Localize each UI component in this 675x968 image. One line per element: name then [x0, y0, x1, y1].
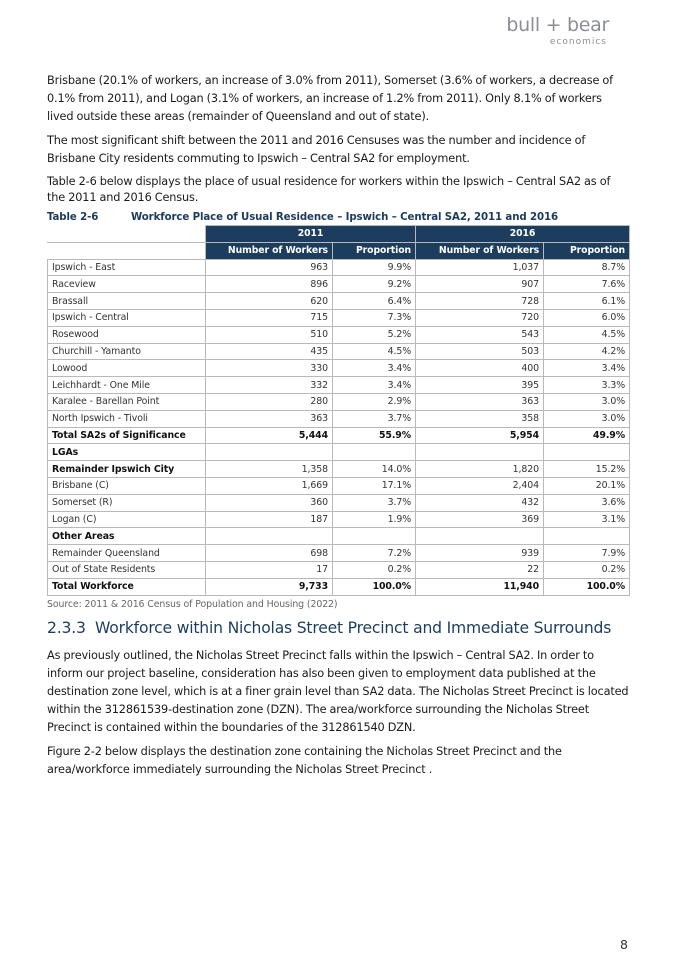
row-value: 363	[206, 410, 333, 427]
section-number: 2.3.3	[47, 618, 86, 637]
row-value: 9.2%	[333, 276, 416, 293]
row-value	[544, 528, 630, 545]
row-label: Total SA2s of Significance	[48, 427, 206, 444]
table-row	[48, 427, 630, 444]
row-label: Ipswich - Central	[48, 309, 206, 326]
row-value: 8.7%	[544, 259, 630, 276]
row-value: 6.1%	[544, 293, 630, 310]
row-value: 3.4%	[333, 377, 416, 394]
table-row	[48, 494, 630, 511]
table-row	[48, 444, 630, 461]
row-value: 11,940	[416, 578, 544, 595]
row-value: 1,669	[206, 477, 333, 494]
row-label: Other Areas	[48, 528, 206, 545]
table-source: Source: 2011 & 2016 Census of Population and Housing (2022)	[47, 598, 338, 610]
row-value: 14.0%	[333, 461, 416, 478]
row-label: Leichhardt - One Mile	[48, 377, 206, 394]
row-value: 100.0%	[333, 578, 416, 595]
row-label: Logan (C)	[48, 511, 206, 528]
table-body	[48, 259, 630, 595]
table-caption-number: Table 2-6	[47, 212, 99, 223]
row-value: 7.3%	[333, 309, 416, 326]
row-value: 9.9%	[333, 259, 416, 276]
row-value: 720	[416, 309, 544, 326]
row-value: 55.9%	[333, 427, 416, 444]
row-value: 7.2%	[333, 545, 416, 562]
table-row	[48, 293, 630, 310]
row-value: 620	[206, 293, 333, 310]
row-value	[416, 528, 544, 545]
table-corner-cell	[48, 226, 206, 243]
table-row	[48, 377, 630, 394]
row-label: Somerset (R)	[48, 494, 206, 511]
row-value: 1,037	[416, 259, 544, 276]
year-header-2016: 2016	[416, 226, 630, 243]
row-value	[544, 444, 630, 461]
row-value: 0.2%	[544, 561, 630, 578]
page-number: 8	[620, 937, 628, 952]
row-value: 20.1%	[544, 477, 630, 494]
row-value: 3.1%	[544, 511, 630, 528]
table-row	[48, 578, 630, 595]
row-value: 3.3%	[544, 377, 630, 394]
row-value: 358	[416, 410, 544, 427]
table-row	[48, 477, 630, 494]
row-value: 7.9%	[544, 545, 630, 562]
row-value: 360	[206, 494, 333, 511]
table-row	[48, 461, 630, 478]
paragraph-1: Brisbane (20.1% of workers, an increase of 3.0% from 2011), Somerset (3.6% of workers, a decrease of 0.1% from 2011), and Logan (3.1% of workers, an increase of 1.2% from 2011). Only 8.1% of workers lived outside these areas (remainder of Queensland and out of state).	[47, 74, 613, 123]
row-value: 3.7%	[333, 410, 416, 427]
row-label: Remainder Ipswich City	[48, 461, 206, 478]
table-row	[48, 326, 630, 343]
row-label: Lowood	[48, 360, 206, 377]
row-label: Ipswich - East	[48, 259, 206, 276]
table-row	[48, 393, 630, 410]
row-value: 432	[416, 494, 544, 511]
row-label: Out of State Residents	[48, 561, 206, 578]
row-value: 728	[416, 293, 544, 310]
row-value: 5.2%	[333, 326, 416, 343]
col-header-workers-2011: Number of Workers	[206, 242, 333, 259]
row-value	[333, 528, 416, 545]
col-header-workers-2016: Number of Workers	[416, 242, 544, 259]
row-value: 1,820	[416, 461, 544, 478]
row-value: 4.5%	[544, 326, 630, 343]
row-value: 17	[206, 561, 333, 578]
row-value: 715	[206, 309, 333, 326]
row-label: Total Workforce	[48, 578, 206, 595]
row-value: 400	[416, 360, 544, 377]
table-row	[48, 309, 630, 326]
table-row	[48, 511, 630, 528]
row-label: Brisbane (C)	[48, 477, 206, 494]
row-value: 3.7%	[333, 494, 416, 511]
row-value	[416, 444, 544, 461]
logo-wordmark: bull + bear	[506, 14, 609, 36]
row-value: 363	[416, 393, 544, 410]
row-value: 2,404	[416, 477, 544, 494]
row-value: 395	[416, 377, 544, 394]
row-value: 6.4%	[333, 293, 416, 310]
row-value: 510	[206, 326, 333, 343]
paragraph-5: Figure 2-2 below displays the destination zone containing the Nicholas Street Precinct and the area/workforce immediately surrounding the Nicholas Street Precinct .	[47, 744, 562, 776]
row-value: 3.0%	[544, 393, 630, 410]
row-value	[206, 444, 333, 461]
year-header-2011: 2011	[206, 226, 416, 243]
row-label: Brassall	[48, 293, 206, 310]
paragraph-3: Table 2-6 below displays the place of usual residence for workers within the Ipswich – Central SA2 as of the 2011 and 2016 Census.	[47, 175, 611, 204]
row-value: 17.1%	[333, 477, 416, 494]
table-row	[48, 561, 630, 578]
row-value	[206, 528, 333, 545]
logo-tagline: economics	[549, 37, 607, 47]
row-value: 9,733	[206, 578, 333, 595]
table-row	[48, 343, 630, 360]
row-value: 907	[416, 276, 544, 293]
row-value: 896	[206, 276, 333, 293]
row-value: 3.4%	[544, 360, 630, 377]
row-value: 369	[416, 511, 544, 528]
col-header-proportion-2011: Proportion	[333, 242, 416, 259]
table-caption-title: Workforce Place of Usual Residence – Ipswich – Central SA2, 2011 and 2016	[131, 212, 558, 223]
paragraph-4: As previously outlined, the Nicholas Street Precinct falls within the Ipswich – Central SA2. In order to inform our project baseline, consideration has also been given to employment data published at the destination zone level, which is at a finer grain level than SA2 data. The Nicholas Street Precinct is located within the 312861539-destination zone (DZN). The area/workforce surrounding the Nicholas Street Precinct is contained within the boundaries of the 312861540 DZN.	[47, 648, 629, 734]
table-subheader-row	[48, 242, 630, 259]
row-value: 435	[206, 343, 333, 360]
row-value: 100.0%	[544, 578, 630, 595]
table-row	[48, 276, 630, 293]
row-value: 332	[206, 377, 333, 394]
table-row	[48, 360, 630, 377]
col-header-proportion-2016: Proportion	[544, 242, 630, 259]
row-value: 4.5%	[333, 343, 416, 360]
row-value: 503	[416, 343, 544, 360]
row-label: Remainder Queensland	[48, 545, 206, 562]
row-value: 3.0%	[544, 410, 630, 427]
row-label: Raceview	[48, 276, 206, 293]
row-label: Karalee - Barellan Point	[48, 393, 206, 410]
row-value: 5,954	[416, 427, 544, 444]
row-value	[333, 444, 416, 461]
row-value: 187	[206, 511, 333, 528]
section-title: Workforce within Nicholas Street Precinct and Immediate Surrounds	[95, 618, 612, 637]
row-value: 6.0%	[544, 309, 630, 326]
table-row	[48, 410, 630, 427]
row-value: 5,444	[206, 427, 333, 444]
workforce-residence-table	[47, 225, 630, 596]
table-row	[48, 545, 630, 562]
row-label: LGAs	[48, 444, 206, 461]
section-heading	[47, 619, 629, 638]
row-value: 7.6%	[544, 276, 630, 293]
row-value: 1.9%	[333, 511, 416, 528]
row-value: 698	[206, 545, 333, 562]
row-value: 963	[206, 259, 333, 276]
page-content	[47, 72, 629, 785]
table-row	[48, 528, 630, 545]
row-label: North Ipswich - Tivoli	[48, 410, 206, 427]
row-label: Rosewood	[48, 326, 206, 343]
row-value: 15.2%	[544, 461, 630, 478]
paragraph-2: The most significant shift between the 2011 and 2016 Censuses was the number and incidence of Brisbane City residents commuting to Ipswich – Central SA2 for employment.	[47, 134, 586, 165]
row-value: 2.9%	[333, 393, 416, 410]
row-value: 3.6%	[544, 494, 630, 511]
table-caption	[47, 212, 629, 223]
row-value: 543	[416, 326, 544, 343]
row-value: 330	[206, 360, 333, 377]
company-logo	[506, 14, 609, 47]
row-value: 280	[206, 393, 333, 410]
row-label: Churchill - Yamanto	[48, 343, 206, 360]
row-value: 939	[416, 545, 544, 562]
row-value: 3.4%	[333, 360, 416, 377]
table-corner-cell-2	[48, 242, 206, 259]
row-value: 1,358	[206, 461, 333, 478]
row-value: 0.2%	[333, 561, 416, 578]
row-value: 49.9%	[544, 427, 630, 444]
table-row	[48, 259, 630, 276]
row-value: 22	[416, 561, 544, 578]
row-value: 4.2%	[544, 343, 630, 360]
table-year-header-row	[48, 226, 630, 243]
